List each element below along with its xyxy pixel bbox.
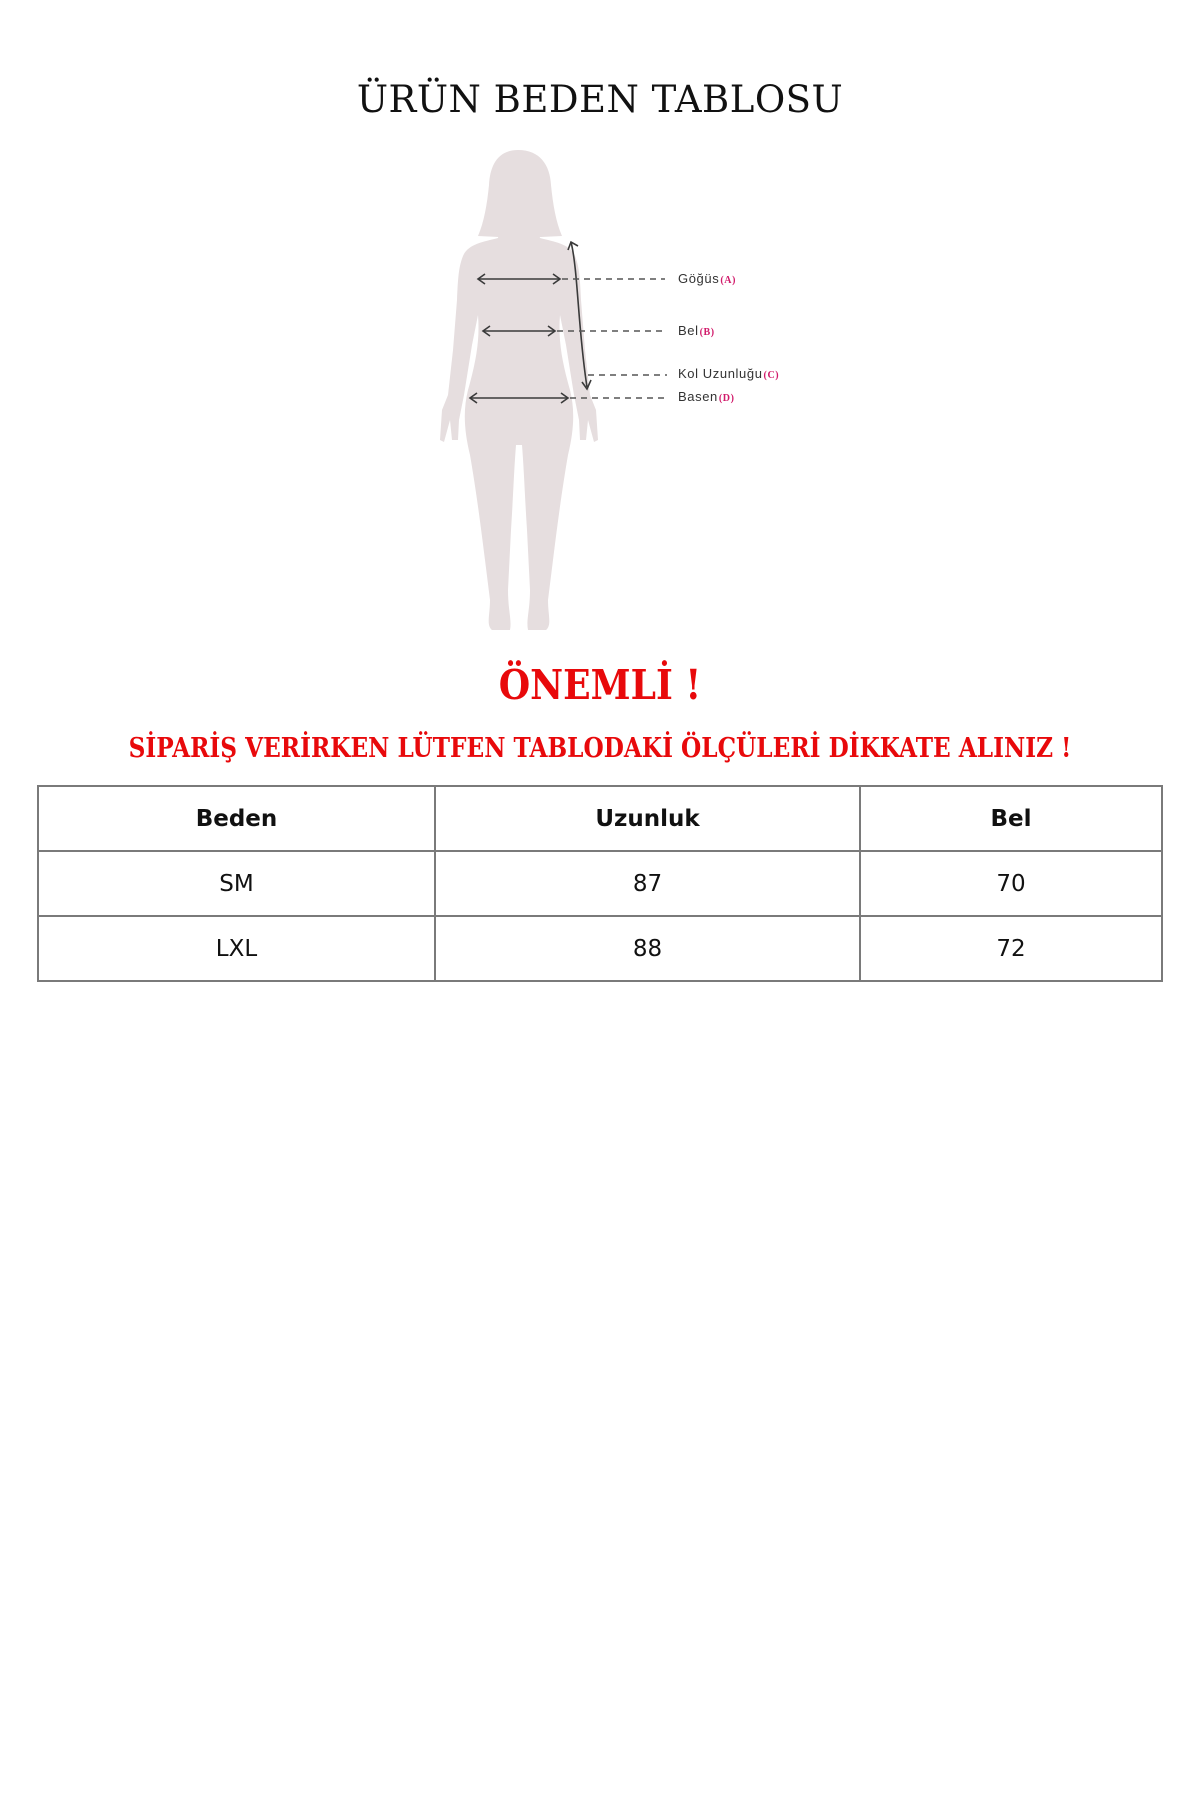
table-row — [38, 851, 1162, 916]
measurement-label-sleeve-length: Kol Uzunluğu(C) — [678, 366, 780, 381]
table-header-row — [38, 786, 1162, 851]
column-header-length: Uzunluk — [435, 786, 860, 851]
important-notice-title: ÖNEMLİ ! — [498, 661, 702, 709]
measurement-label-chest: Göğüs(A) — [678, 271, 736, 286]
measurement-label-waist: Bel(B) — [678, 323, 715, 338]
woman-silhouette-icon — [0, 0, 1200, 650]
cell-length: 87 — [435, 851, 860, 916]
size-table — [37, 785, 1163, 982]
page-title: ÜRÜN BEDEN TABLOSU — [356, 78, 844, 121]
size-guide-figure — [0, 0, 1200, 650]
cell-size: LXL — [38, 916, 435, 981]
important-notice-message: SİPARİŞ VERİRKEN LÜTFEN TABLODAKİ ÖLÇÜLERİ DİKKATE ALINIZ ! — [128, 733, 1072, 764]
measurement-letter: (A) — [720, 275, 736, 286]
cell-length: 88 — [435, 916, 860, 981]
measurement-letter: (C) — [763, 370, 780, 381]
cell-waist: 72 — [860, 916, 1162, 981]
measurement-letter: (B) — [699, 327, 715, 338]
measurement-letter: (D) — [718, 393, 735, 404]
measurement-label-hip: Basen(D) — [678, 389, 735, 404]
cell-size: SM — [38, 851, 435, 916]
column-header-waist: Bel — [860, 786, 1162, 851]
table-row — [38, 916, 1162, 981]
column-header-size: Beden — [38, 786, 435, 851]
cell-waist: 70 — [860, 851, 1162, 916]
